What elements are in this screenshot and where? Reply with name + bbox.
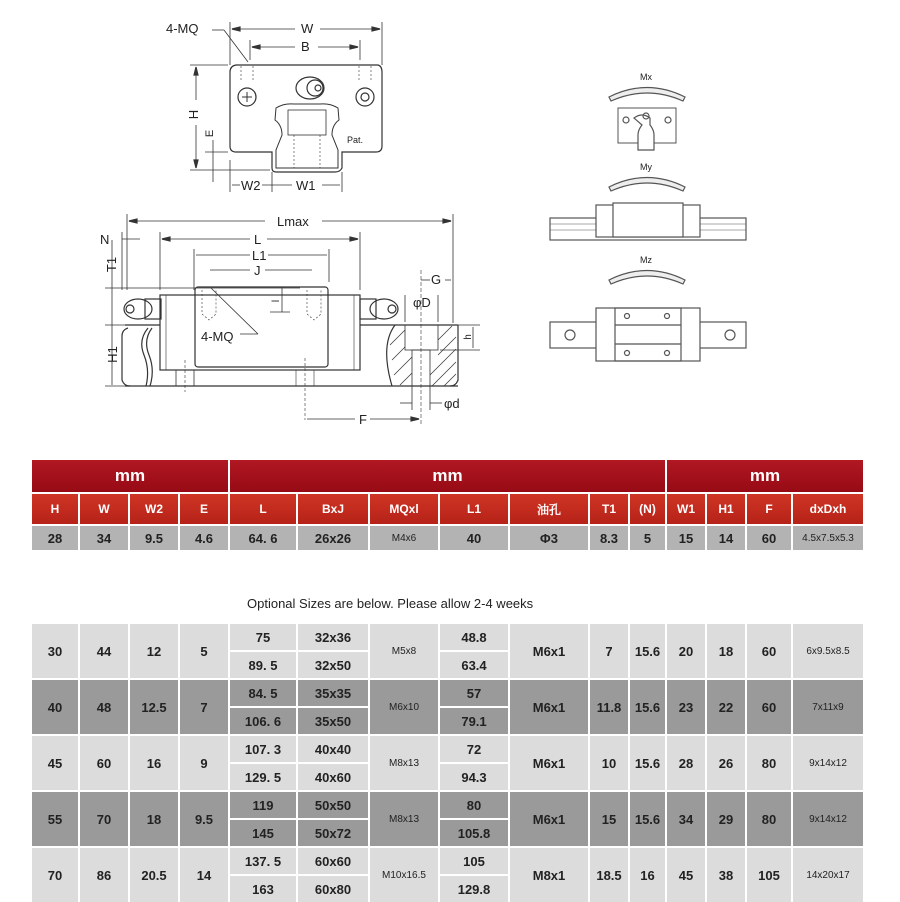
value-w1: 15 <box>667 526 707 550</box>
technical-drawing <box>0 0 900 450</box>
label-j: J <box>254 263 261 278</box>
opt-t1: 15 <box>590 792 628 846</box>
opt-n: 15.6 <box>630 624 665 678</box>
opt-l-short: 75 <box>230 624 296 650</box>
spec-value-row <box>32 526 863 550</box>
opt-l1-long: 63.4 <box>440 652 508 678</box>
opt-t1: 10 <box>590 736 628 790</box>
opt-l1-long: 129.8 <box>440 876 508 902</box>
value-h: 28 <box>32 526 80 550</box>
opt-w2: 12 <box>130 624 178 678</box>
value-e: 4.6 <box>180 526 230 550</box>
opt-t1: 11.8 <box>590 680 628 734</box>
opt-f: 80 <box>747 736 791 790</box>
label-pat: Pat. <box>347 135 364 145</box>
opt-h1: 29 <box>707 792 745 846</box>
value-dxdxh: 4.5x7.5x5.3 <box>793 526 863 550</box>
opt-n: 16 <box>630 848 665 902</box>
col-header-n: (N) <box>630 494 667 524</box>
label-e: E <box>204 129 217 138</box>
opt-w2: 12.5 <box>130 680 178 734</box>
value-oil-hole: Φ3 <box>510 526 590 550</box>
opt-w2: 20.5 <box>130 848 178 902</box>
opt-l-short: 84. 5 <box>230 680 296 706</box>
group-header-1: mm <box>32 460 230 492</box>
opt-e: 14 <box>180 848 228 902</box>
label-4-mq-front: 4-MQ <box>166 21 199 36</box>
optional-size-row <box>32 624 863 678</box>
col-header-oil-hole: 油孔 <box>510 494 590 524</box>
side-view-drawing <box>105 214 480 425</box>
label-w2: W2 <box>241 178 261 193</box>
opt-e: 9 <box>180 736 228 790</box>
optional-size-row <box>32 792 863 846</box>
opt-l1-short: 80 <box>440 792 508 818</box>
opt-mqxl: M6x10 <box>370 680 438 734</box>
label-h-small: h <box>462 334 474 340</box>
label-n: N <box>100 232 110 247</box>
opt-w: 70 <box>80 792 128 846</box>
opt-l-long: 89. 5 <box>230 652 296 678</box>
col-header-l1: L1 <box>440 494 510 524</box>
group-header-2: mm <box>230 460 667 492</box>
opt-e: 7 <box>180 680 228 734</box>
opt-l1-short: 48.8 <box>440 624 508 650</box>
opt-l1-long: 79.1 <box>440 708 508 734</box>
opt-t1: 7 <box>590 624 628 678</box>
label-h1: H1 <box>104 346 120 363</box>
opt-e: 5 <box>180 624 228 678</box>
opt-l-long: 163 <box>230 876 296 902</box>
opt-f: 60 <box>747 624 791 678</box>
opt-dxdxh: 6x9.5x8.5 <box>793 624 863 678</box>
opt-h: 40 <box>32 680 78 734</box>
label-phi-d-lower: φd <box>444 396 460 411</box>
opt-bxj-short: 32x36 <box>298 624 368 650</box>
label-f: F <box>359 412 367 427</box>
col-header-w1: W1 <box>667 494 707 524</box>
opt-mqxl: M5x8 <box>370 624 438 678</box>
label-l-depth: l <box>271 299 283 303</box>
opt-bxj-long: 40x60 <box>298 764 368 790</box>
opt-h1: 18 <box>707 624 745 678</box>
opt-h: 70 <box>32 848 78 902</box>
optional-size-row <box>32 848 863 902</box>
col-header-w: W <box>80 494 130 524</box>
opt-t1: 18.5 <box>590 848 628 902</box>
value-f: 60 <box>747 526 793 550</box>
opt-bxj-long: 50x72 <box>298 820 368 846</box>
optional-size-row <box>32 680 863 734</box>
label-g: G <box>431 272 442 287</box>
opt-dxdxh: 7x11x9 <box>793 680 863 734</box>
label-l: L <box>254 232 262 247</box>
opt-oil-hole: M6x1 <box>510 680 588 734</box>
opt-oil-hole: M8x1 <box>510 848 588 902</box>
opt-mqxl: M10x16.5 <box>370 848 438 902</box>
label-b: B <box>301 39 310 54</box>
opt-oil-hole: M6x1 <box>510 792 588 846</box>
opt-oil-hole: M6x1 <box>510 624 588 678</box>
opt-bxj-short: 60x60 <box>298 848 368 874</box>
opt-h: 30 <box>32 624 78 678</box>
opt-dxdxh: 9x14x12 <box>793 736 863 790</box>
opt-w1: 34 <box>667 792 705 846</box>
opt-bxj-short: 35x35 <box>298 680 368 706</box>
value-w2: 9.5 <box>130 526 180 550</box>
opt-w: 48 <box>80 680 128 734</box>
opt-bxj-long: 35x50 <box>298 708 368 734</box>
value-mqxl: M4x6 <box>370 526 440 550</box>
opt-l1-long: 94.3 <box>440 764 508 790</box>
opt-w2: 16 <box>130 736 178 790</box>
opt-l-short: 107. 3 <box>230 736 296 762</box>
value-bxj: 26x26 <box>298 526 370 550</box>
label-l1: L1 <box>252 248 267 263</box>
opt-n: 15.6 <box>630 792 665 846</box>
opt-l-short: 137. 5 <box>230 848 296 874</box>
opt-f: 105 <box>747 848 791 902</box>
col-header-l: L <box>230 494 298 524</box>
opt-bxj-short: 40x40 <box>298 736 368 762</box>
opt-h: 45 <box>32 736 78 790</box>
label-h: H <box>186 109 202 120</box>
label-t1: T1 <box>104 256 120 273</box>
opt-mqxl: M8x13 <box>370 792 438 846</box>
opt-n: 15.6 <box>630 736 665 790</box>
opt-l1-short: 105 <box>440 848 508 874</box>
opt-l-long: 129. 5 <box>230 764 296 790</box>
opt-mqxl: M8x13 <box>370 736 438 790</box>
opt-dxdxh: 9x14x12 <box>793 792 863 846</box>
opt-h1: 22 <box>707 680 745 734</box>
label-phi-d-upper: φD <box>413 295 431 310</box>
label-mx: Mx <box>640 72 652 82</box>
opt-e: 9.5 <box>180 792 228 846</box>
opt-f: 60 <box>747 680 791 734</box>
opt-w1: 28 <box>667 736 705 790</box>
opt-w: 60 <box>80 736 128 790</box>
col-header-f: F <box>747 494 793 524</box>
opt-w1: 20 <box>667 624 705 678</box>
opt-bxj-short: 50x50 <box>298 792 368 818</box>
label-4-mq-side: 4-MQ <box>201 329 234 344</box>
col-header-t1: T1 <box>590 494 630 524</box>
label-mz: Mz <box>640 255 652 265</box>
label-lmax: Lmax <box>277 214 309 229</box>
value-h1: 14 <box>707 526 747 550</box>
opt-h: 55 <box>32 792 78 846</box>
value-n: 5 <box>630 526 667 550</box>
moment-diagrams <box>550 88 746 362</box>
opt-h1: 26 <box>707 736 745 790</box>
col-header-w2: W2 <box>130 494 180 524</box>
col-header-dxdxh: dxDxh <box>793 494 863 524</box>
opt-f: 80 <box>747 792 791 846</box>
front-view-drawing <box>190 22 382 192</box>
spec-column-header-row <box>32 494 863 524</box>
optional-size-row <box>32 736 863 790</box>
col-header-h1: H1 <box>707 494 747 524</box>
opt-w: 44 <box>80 624 128 678</box>
opt-w1: 45 <box>667 848 705 902</box>
value-w: 34 <box>80 526 130 550</box>
opt-w: 86 <box>80 848 128 902</box>
opt-h1: 38 <box>707 848 745 902</box>
drawing-linework <box>0 0 900 450</box>
opt-l1-long: 105.8 <box>440 820 508 846</box>
label-w: W <box>301 21 314 36</box>
value-t1: 8.3 <box>590 526 630 550</box>
opt-bxj-long: 32x50 <box>298 652 368 678</box>
spec-group-header-row <box>32 460 863 492</box>
opt-l1-short: 57 <box>440 680 508 706</box>
label-my: My <box>640 162 652 172</box>
value-l: 64. 6 <box>230 526 298 550</box>
opt-l-long: 145 <box>230 820 296 846</box>
col-header-bxj: BxJ <box>298 494 370 524</box>
opt-w1: 23 <box>667 680 705 734</box>
opt-l-short: 119 <box>230 792 296 818</box>
opt-l-long: 106. 6 <box>230 708 296 734</box>
opt-w2: 18 <box>130 792 178 846</box>
label-w1: W1 <box>296 178 316 193</box>
value-l1: 40 <box>440 526 510 550</box>
col-header-mqxl: MQxl <box>370 494 440 524</box>
opt-n: 15.6 <box>630 680 665 734</box>
col-header-e: E <box>180 494 230 524</box>
opt-dxdxh: 14x20x17 <box>793 848 863 902</box>
optional-sizes-note: Optional Sizes are below. Please allow 2-4 weeks <box>247 596 534 611</box>
col-header-h: H <box>32 494 80 524</box>
opt-l1-short: 72 <box>440 736 508 762</box>
opt-oil-hole: M6x1 <box>510 736 588 790</box>
opt-bxj-long: 60x80 <box>298 876 368 902</box>
group-header-3: mm <box>667 460 863 492</box>
